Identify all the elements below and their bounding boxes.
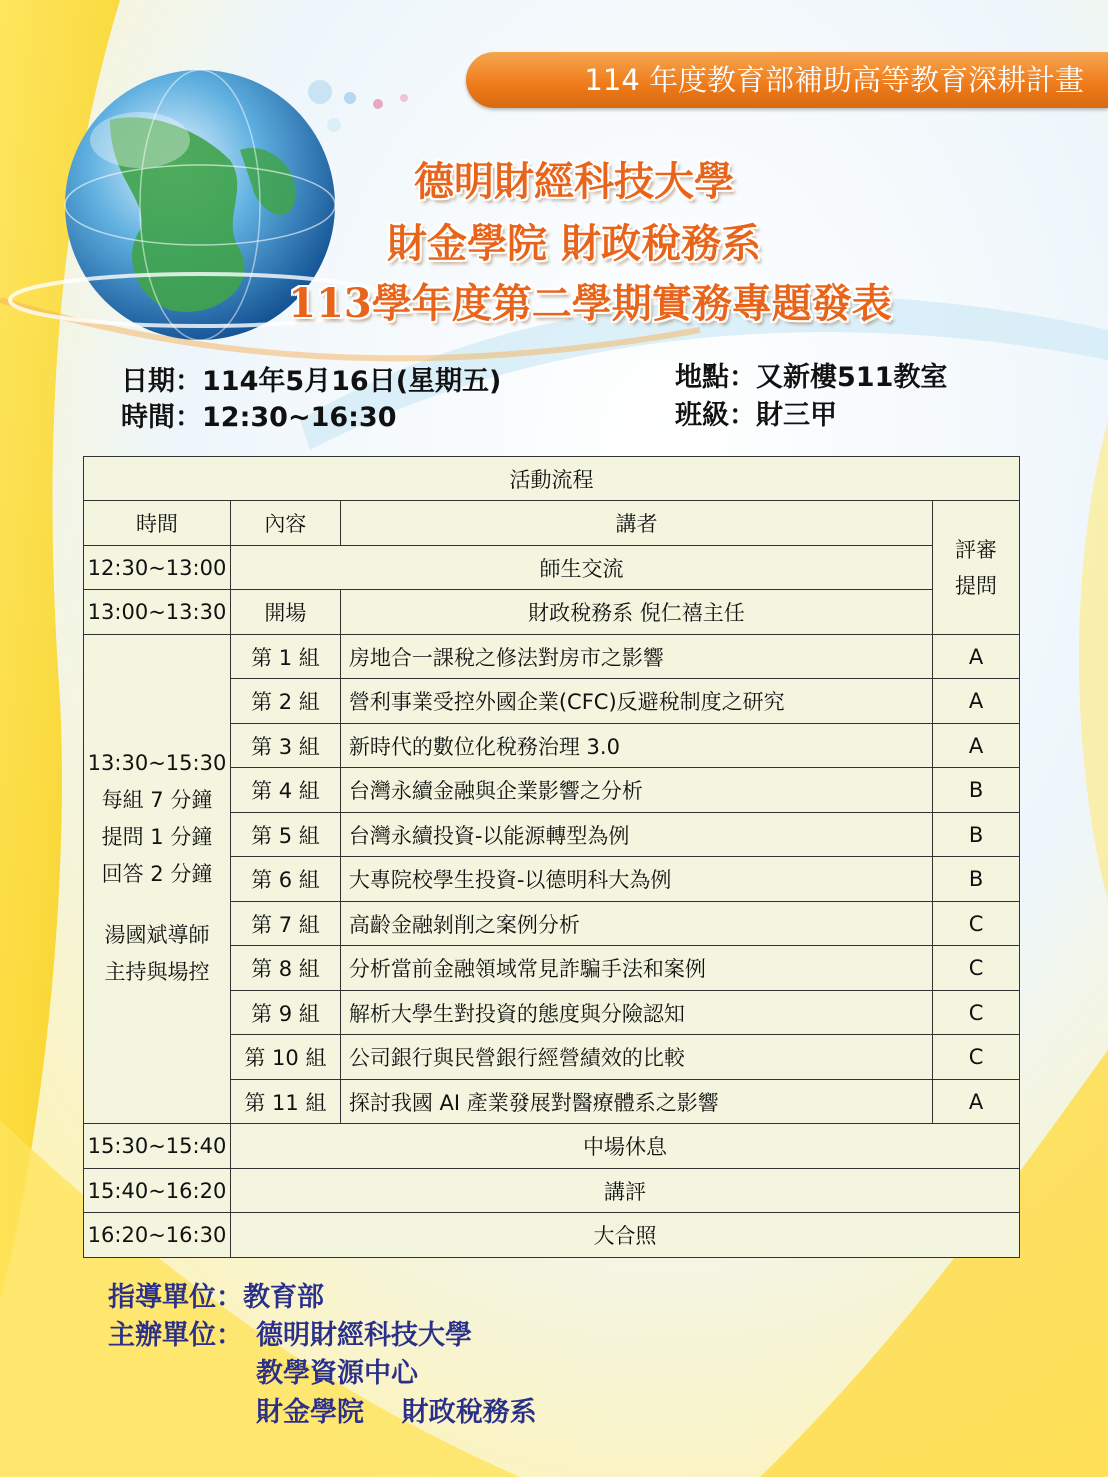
event-class: 班級：財三甲 bbox=[675, 400, 837, 431]
university-title: 德明財經科技大學 bbox=[414, 158, 734, 205]
header-time: 時間 bbox=[84, 501, 231, 546]
session-info bbox=[84, 635, 231, 1124]
group-topic: 公司銀行與民營銀行經營績效的比較 bbox=[340, 1035, 932, 1080]
event-title: 113學年度第二學期實務專題發表 bbox=[288, 280, 892, 327]
group-label: 第 11 組 bbox=[230, 1080, 340, 1124]
host-unit-line: 財金學院 財政稅務系 bbox=[256, 1397, 537, 1428]
session-line: 回答 2 分鐘 bbox=[101, 862, 213, 886]
group-review: A bbox=[933, 679, 1020, 724]
group-review: B bbox=[933, 857, 1020, 902]
row-speaker: 財政稅務系 倪仁禧主任 bbox=[340, 590, 932, 635]
schedule-table bbox=[83, 456, 1020, 1258]
row-time: 15:40~16:20 bbox=[84, 1169, 231, 1213]
group-label: 第 9 組 bbox=[230, 991, 340, 1035]
group-label: 第 10 組 bbox=[230, 1035, 340, 1080]
event-time: 時間：12:30~16:30 bbox=[121, 402, 397, 433]
table-caption: 活動流程 bbox=[84, 457, 1020, 501]
group-topic: 大專院校學生投資-以德明科大為例 bbox=[340, 857, 932, 902]
session-line bbox=[84, 893, 230, 917]
header-content: 內容 bbox=[230, 501, 340, 546]
session-line: 13:30~15:30 bbox=[87, 751, 227, 775]
row-time: 15:30~15:40 bbox=[84, 1124, 231, 1169]
group-topic: 房地合一課稅之修法對房市之影響 bbox=[340, 635, 932, 679]
host-unit-line: 德明財經科技大學 bbox=[256, 1320, 472, 1351]
row-activity: 大合照 bbox=[230, 1213, 1019, 1258]
group-review: C bbox=[933, 902, 1020, 946]
group-topic: 分析當前金融領域常見詐騙手法和案例 bbox=[340, 946, 932, 991]
group-label: 第 6 組 bbox=[230, 857, 340, 902]
row-activity: 師生交流 bbox=[230, 546, 932, 590]
group-topic: 探討我國 AI 產業發展對醫療體系之影響 bbox=[340, 1080, 932, 1124]
row-time: 16:20~16:30 bbox=[84, 1213, 231, 1258]
row-activity: 講評 bbox=[230, 1169, 1019, 1213]
department-title: 財金學院 財政稅務系 bbox=[387, 220, 761, 267]
group-label: 第 1 組 bbox=[230, 635, 340, 679]
group-topic: 營利事業受控外國企業(CFC)反避稅制度之研究 bbox=[340, 679, 932, 724]
row-activity: 中場休息 bbox=[230, 1124, 1019, 1169]
group-label: 第 4 組 bbox=[230, 768, 340, 813]
group-review: C bbox=[933, 1035, 1020, 1080]
group-review: C bbox=[933, 946, 1020, 991]
group-review: A bbox=[933, 724, 1020, 768]
group-label: 第 7 組 bbox=[230, 902, 340, 946]
group-topic: 高齡金融剝削之案例分析 bbox=[340, 902, 932, 946]
header-review-line: 提問 bbox=[955, 573, 998, 598]
event-place: 地點：又新樓511教室 bbox=[675, 362, 948, 393]
group-review: B bbox=[933, 813, 1020, 857]
program-banner: 114 年度教育部補助高等教育深耕計畫 bbox=[466, 52, 1108, 108]
header-review bbox=[933, 501, 1020, 635]
group-label: 第 8 組 bbox=[230, 946, 340, 991]
group-label: 第 2 組 bbox=[230, 679, 340, 724]
group-topic: 台灣永續投資-以能源轉型為例 bbox=[340, 813, 932, 857]
row-time: 13:00~13:30 bbox=[84, 590, 231, 635]
group-topic: 台灣永續金融與企業影響之分析 bbox=[340, 768, 932, 813]
session-line: 提問 1 分鐘 bbox=[101, 825, 213, 849]
group-review: A bbox=[933, 635, 1020, 679]
header-speaker: 講者 bbox=[340, 501, 932, 546]
session-line: 主持與場控 bbox=[104, 960, 210, 984]
host-unit-label: 主辦單位： bbox=[108, 1320, 243, 1351]
event-date: 日期：114年5月16日(星期五) bbox=[121, 366, 502, 397]
session-line: 湯國斌導師 bbox=[104, 923, 210, 947]
group-label: 第 3 組 bbox=[230, 724, 340, 768]
host-unit-line: 教學資源中心 bbox=[256, 1358, 418, 1389]
group-label: 第 5 組 bbox=[230, 813, 340, 857]
header-review-line: 評審 bbox=[955, 537, 998, 562]
row-time: 12:30~13:00 bbox=[84, 546, 231, 590]
group-review: C bbox=[933, 991, 1020, 1035]
group-review: A bbox=[933, 1080, 1020, 1124]
row-content: 開場 bbox=[230, 590, 340, 635]
group-topic: 解析大學生對投資的態度與分險認知 bbox=[340, 991, 932, 1035]
group-topic: 新時代的數位化稅務治理 3.0 bbox=[340, 724, 932, 768]
group-review: B bbox=[933, 768, 1020, 813]
session-line: 每組 7 分鐘 bbox=[101, 788, 213, 812]
guide-unit: 指導單位：教育部 bbox=[108, 1282, 324, 1313]
